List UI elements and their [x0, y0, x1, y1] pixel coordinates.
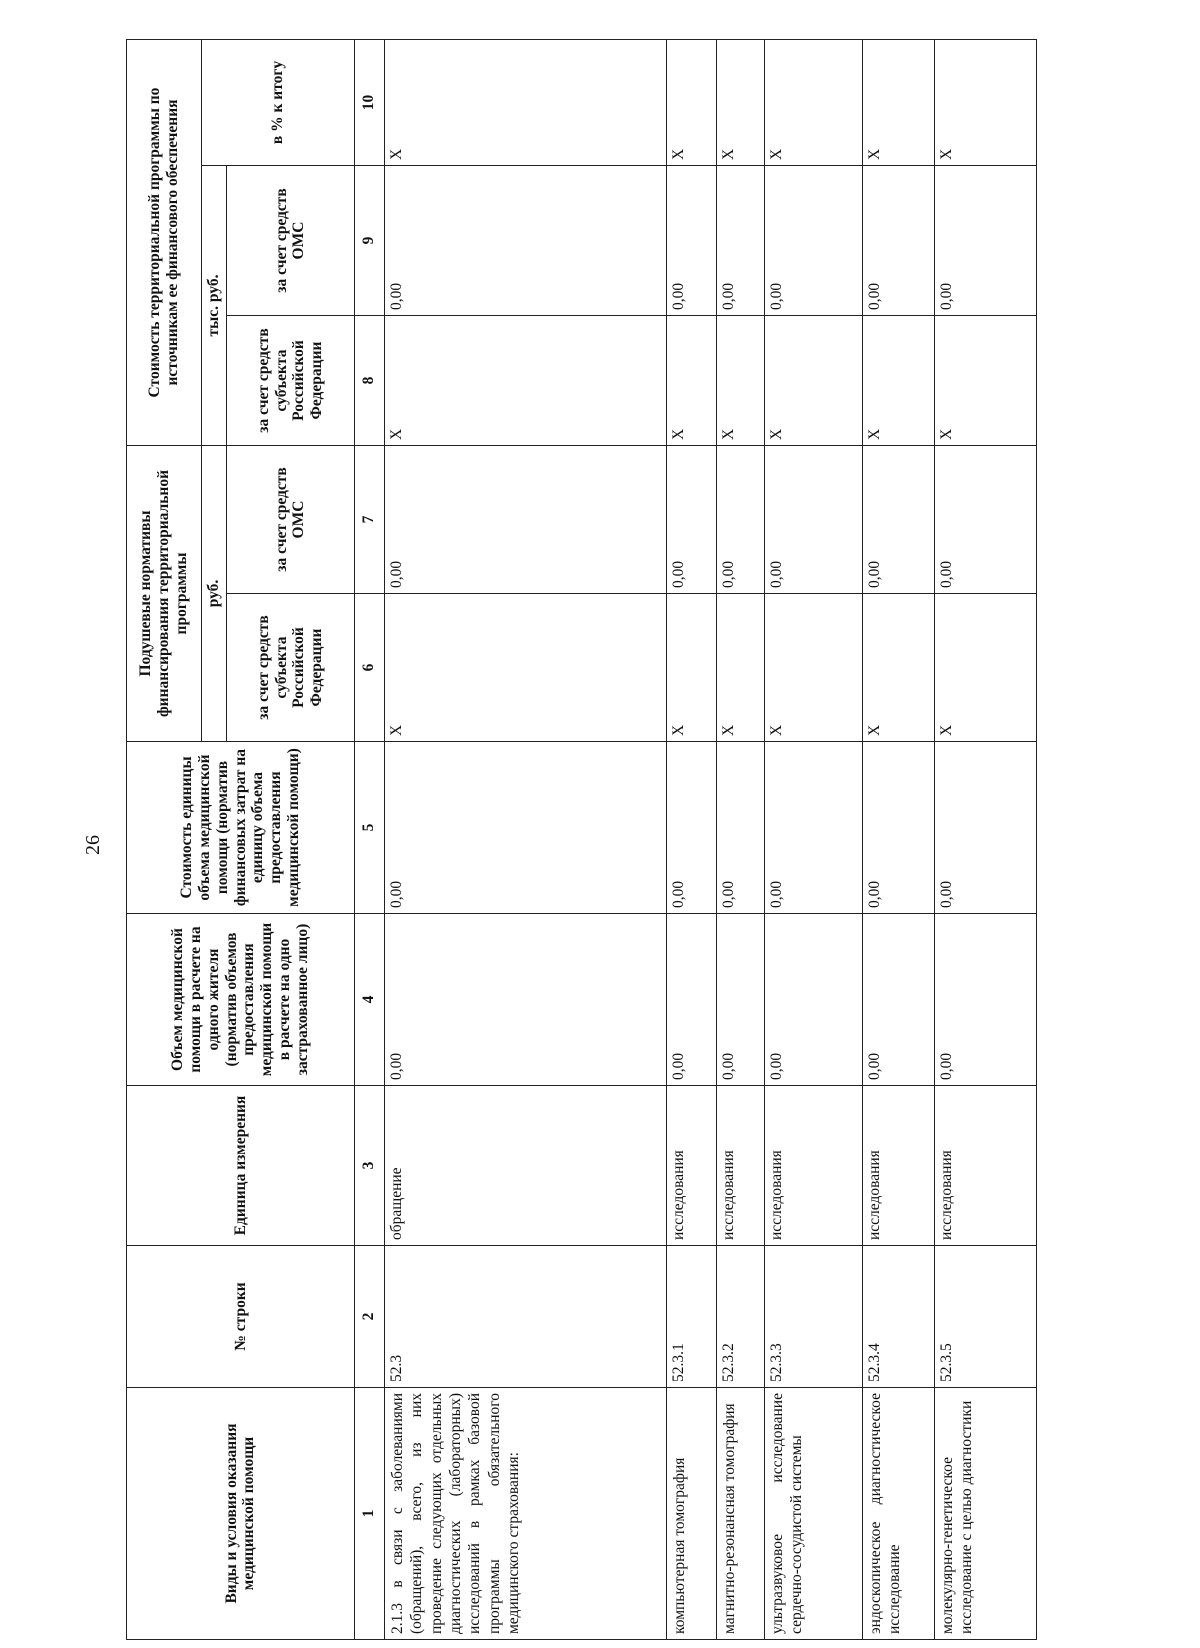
- row-line-number: 52.3.3: [764, 1246, 862, 1388]
- row-line-number: 52.3.1: [666, 1246, 716, 1388]
- row-unit-cost: 0,00: [716, 742, 764, 914]
- header-program-cost-group: Стоимость территориальной программы по источникам ее финансового обеспечения: [127, 40, 202, 446]
- column-number: 7: [354, 446, 384, 594]
- row-volume: 0,00: [862, 914, 934, 1086]
- row-name: молекулярно-генетическое исследование с целью диагностики: [934, 1388, 1036, 1640]
- row-unit-cost: 0,00: [934, 742, 1036, 914]
- row-volume: 0,00: [764, 914, 862, 1086]
- row-percapita-subject: X: [384, 594, 666, 742]
- header-row-top: [127, 40, 202, 1640]
- row-percapita-oms: 0,00: [384, 446, 666, 594]
- row-unit: исследования: [764, 1086, 862, 1246]
- row-unit: исследования: [862, 1086, 934, 1246]
- row-percapita-oms: 0,00: [764, 446, 862, 594]
- row-cost-subject: X: [716, 316, 764, 446]
- column-number: 1: [354, 1388, 384, 1640]
- row-percent-total: X: [716, 40, 764, 166]
- column-number: 8: [354, 316, 384, 446]
- row-name: компьютерная томография: [666, 1388, 716, 1640]
- header-cost-subject: за счет средств субъекта Российской Федерации: [226, 316, 354, 446]
- table-row: [934, 40, 1036, 1640]
- row-cost-subject: X: [934, 316, 1036, 446]
- row-unit: обращение: [384, 1086, 666, 1246]
- row-unit: исследования: [666, 1086, 716, 1246]
- row-name: эндоскопическое диагностическое исследование: [862, 1388, 934, 1640]
- header-unit-cost: Стоимость единицы объема медицинской помощи (норматив финансовых затрат на единицу объема предоставления медицинской помощи): [127, 742, 355, 914]
- row-name: магнитно-резонансная томография: [716, 1388, 764, 1640]
- row-name: 2.1.3 в связи с заболеваниями (обращений), всего, из них проведение следующих отдельных диагностических (лабораторных) исследований в рамках базовой программы обязательного медицинского страхования:: [384, 1388, 666, 1640]
- row-cost-subject: X: [666, 316, 716, 446]
- column-number: 4: [354, 914, 384, 1086]
- header-cost-oms: за счет средств ОМС: [226, 166, 354, 316]
- column-number: 3: [354, 1086, 384, 1246]
- table-row: [666, 40, 716, 1640]
- header-kinds-conditions: Виды и условия оказания медицинской помощи: [127, 1388, 355, 1640]
- row-percent-total: X: [666, 40, 716, 166]
- row-percapita-oms: 0,00: [666, 446, 716, 594]
- rotated-table-wrapper: [126, 40, 1031, 1640]
- row-cost-subject: X: [862, 316, 934, 446]
- row-percent-total: X: [764, 40, 862, 166]
- row-unit-cost: 0,00: [862, 742, 934, 914]
- column-number-row: [354, 40, 384, 1640]
- row-percapita-subject: X: [666, 594, 716, 742]
- row-unit-cost: 0,00: [384, 742, 666, 914]
- row-cost-oms: 0,00: [666, 166, 716, 316]
- column-number: 6: [354, 594, 384, 742]
- row-line-number: 52.3.5: [934, 1246, 1036, 1388]
- row-percapita-subject: X: [934, 594, 1036, 742]
- header-percapita-subject: за счет средств субъекта Российской Федерации: [226, 594, 354, 742]
- column-number: 2: [354, 1246, 384, 1388]
- row-line-number: 52.3.4: [862, 1246, 934, 1388]
- row-volume: 0,00: [384, 914, 666, 1086]
- row-percapita-oms: 0,00: [934, 446, 1036, 594]
- row-unit: исследования: [716, 1086, 764, 1246]
- column-number: 10: [354, 40, 384, 166]
- row-percapita-subject: X: [862, 594, 934, 742]
- row-percent-total: X: [862, 40, 934, 166]
- row-percapita-oms: 0,00: [716, 446, 764, 594]
- row-cost-oms: 0,00: [764, 166, 862, 316]
- row-percapita-oms: 0,00: [862, 446, 934, 594]
- header-percapita-oms: за счет средств ОМС: [226, 446, 354, 594]
- row-unit: исследования: [934, 1086, 1036, 1246]
- row-percapita-subject: X: [764, 594, 862, 742]
- row-name: ультразвуковое исследование сердечно-сосудистой системы: [764, 1388, 862, 1640]
- header-rub: руб.: [202, 446, 227, 742]
- header-thousand-rub: тыс. руб.: [202, 166, 227, 446]
- program-cost-table: [126, 39, 1037, 1640]
- row-percent-total: X: [384, 40, 666, 166]
- row-cost-oms: 0,00: [384, 166, 666, 316]
- row-volume: 0,00: [934, 914, 1036, 1086]
- row-cost-oms: 0,00: [934, 166, 1036, 316]
- row-cost-oms: 0,00: [862, 166, 934, 316]
- table-row: [862, 40, 934, 1640]
- row-unit-cost: 0,00: [764, 742, 862, 914]
- row-volume: 0,00: [716, 914, 764, 1086]
- header-volume: Объем медицинской помощи в расчете на одного жителя (норматив объемов предоставления медицинской помощи в расчете на одно застрахованное лицо): [127, 914, 355, 1086]
- row-percent-total: X: [934, 40, 1036, 166]
- table-row: [716, 40, 764, 1640]
- header-line-number: № строки: [127, 1246, 355, 1388]
- table-row: [384, 40, 666, 1640]
- page-number: 26: [82, 835, 104, 855]
- row-cost-oms: 0,00: [716, 166, 764, 316]
- row-line-number: 52.3.2: [716, 1246, 764, 1388]
- column-number: 5: [354, 742, 384, 914]
- row-line-number: 52.3: [384, 1246, 666, 1388]
- row-cost-subject: X: [764, 316, 862, 446]
- row-unit-cost: 0,00: [666, 742, 716, 914]
- row-cost-subject: X: [384, 316, 666, 446]
- table-row: [764, 40, 862, 1640]
- row-volume: 0,00: [666, 914, 716, 1086]
- column-number: 9: [354, 166, 384, 316]
- header-unit: Единица измерения: [127, 1086, 355, 1246]
- header-per-capita-group: Подушевые нормативы финансирования территориальной программы: [127, 446, 202, 742]
- header-percent-total: в % к итогу: [202, 40, 355, 166]
- row-percapita-subject: X: [716, 594, 764, 742]
